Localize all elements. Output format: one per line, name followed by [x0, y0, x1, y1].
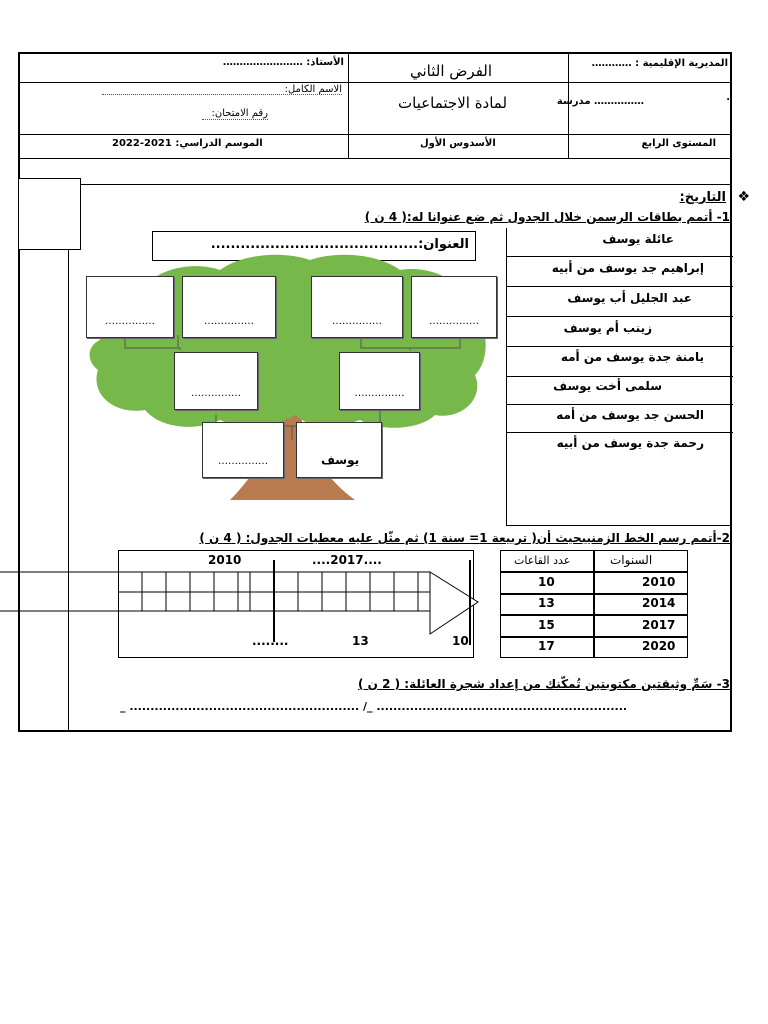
year-cell: 2010 [642, 575, 676, 589]
grade-box [18, 178, 81, 250]
years-table [500, 550, 688, 658]
teacher-label: الأستاذ: …………………… [222, 57, 344, 68]
timeline-label-10: 10 [452, 634, 469, 648]
exam-number-field[interactable] [202, 119, 268, 120]
family-row: زينب أم يوسف [563, 321, 652, 335]
exam-title: الفرض الثاني [410, 62, 493, 80]
question-3: 3- سَمِّ وثيقتين مكتوبتين تُمكّنك من إعداد شجرة العائلة: ( 2 ن ) [357, 677, 730, 691]
timeline-label-13: 13 [352, 634, 369, 648]
family-row: رحمة جدة يوسف من أبيه [556, 436, 704, 450]
subject-title: لمادة الاجتماعيات [398, 94, 508, 112]
school-label: …………… مدرسة [556, 96, 644, 107]
family-table [506, 228, 732, 526]
family-row: عبد الجليل أب يوسف [567, 291, 692, 305]
level-label: المستوى الرابع [641, 138, 716, 149]
years-header: السنوات [610, 553, 653, 567]
tree-card[interactable]: …………… [86, 276, 174, 338]
family-row: إبراهيم جد يوسف من أبيه [551, 261, 704, 275]
header-col-divider-1 [348, 52, 349, 158]
question-2: 2-أتمم رسم الخط الزمنيبحيث أن( تربيعة 1= سنة 1) ثم مثّل عليه معطيات الجدول: ( 4 ن ) [199, 531, 730, 545]
halls-cell: 15 [538, 618, 555, 632]
question-3-answer-lines[interactable]: _ ....................................................... /_ ............................................................ [120, 700, 628, 713]
halls-header: عدد القاعات [514, 554, 571, 567]
bullet-icon: ❖ [737, 189, 750, 205]
halls-cell: 13 [538, 596, 555, 610]
fullname-label: الاسم الكامل: [284, 84, 342, 95]
header-divider-4 [18, 184, 732, 185]
family-row: يامنة جدة يوسف من أمه [560, 350, 704, 364]
family-table-header: عائلة يوسف [602, 232, 674, 246]
year-cell: 2014 [642, 596, 676, 610]
tree-card-yousef [296, 422, 382, 478]
tree-card[interactable]: …………… [339, 352, 420, 410]
header-divider-3 [18, 158, 732, 159]
school-year-label: الموسم الدراسي: 2021-2022 [112, 138, 263, 149]
halls-cell: 10 [538, 575, 555, 589]
timeline-grid [0, 550, 500, 660]
section-title: التاريخ: [679, 190, 726, 205]
family-row: الحسن جد يوسف من أمه [556, 408, 704, 422]
yousef-label: يوسف [321, 453, 360, 467]
semester-label: الأسدوس الأول [420, 138, 496, 149]
family-row: سلمى أخت يوسف [553, 379, 662, 393]
timeline-label-dots: ........ [252, 634, 289, 648]
tree-card[interactable]: …………… [311, 276, 403, 338]
tree-card[interactable]: …………… [174, 352, 258, 410]
timeline-label-2010: 2010 [208, 553, 242, 567]
fullname-field[interactable] [102, 94, 342, 95]
header-divider-2 [18, 134, 732, 135]
header-divider-1 [18, 82, 732, 83]
tree-card[interactable]: …………… [182, 276, 276, 338]
title-box-label: العنوان:.......................................... [210, 237, 469, 252]
year-cell: 2017 [642, 618, 676, 632]
year-cell: 2020 [642, 639, 676, 653]
question-1: 1- أتمم بطاقات الرسمن خلال الجدول ثم ضع عنوانا له:( 4 ن ) [364, 210, 730, 224]
directorate-label: المديرية الإقليمية : ………… [591, 58, 728, 69]
halls-cell: 17 [538, 639, 555, 653]
tree-card[interactable]: …………… [411, 276, 497, 338]
tree-card[interactable]: …………… [202, 422, 284, 478]
exam-number-label: رقم الامتحان: [211, 108, 268, 119]
school-dot: . [726, 92, 730, 103]
timeline-label-2017: ....2017.... [312, 553, 382, 567]
